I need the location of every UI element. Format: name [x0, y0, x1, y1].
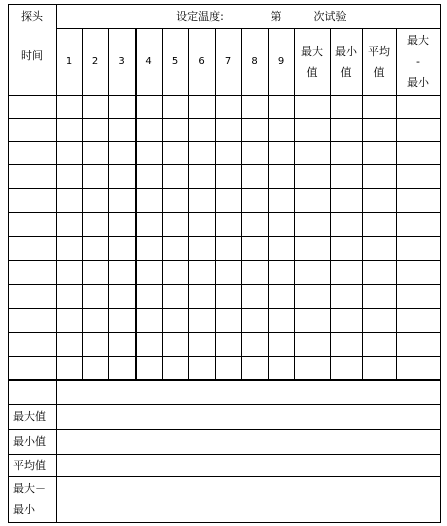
probe-column-header: 1: [65, 56, 73, 67]
probe-column-header: 2: [91, 56, 99, 67]
row-line: [8, 332, 440, 333]
row-line: [8, 356, 440, 357]
probe-column-header: 6: [198, 56, 205, 67]
row-line: [8, 118, 440, 119]
row-line: [8, 212, 440, 213]
row-line: [8, 260, 440, 261]
table-border-right: [440, 4, 441, 523]
trial-prefix: 第: [270, 9, 282, 23]
probe-label: 探头: [21, 9, 43, 23]
probe-column-header: 4: [145, 56, 152, 67]
probe-column-header: 7: [224, 56, 232, 67]
min-column-header: 最小 值: [335, 44, 357, 79]
table-border-bottom: [8, 522, 441, 523]
summary-divider: [8, 379, 441, 381]
summary-row-label: 最小值: [13, 435, 46, 448]
summary-row-line: [8, 454, 440, 455]
time-label: 时间: [21, 48, 43, 62]
trial-suffix: 次试验: [313, 9, 347, 23]
summary-row-label: 最大－ 最小: [13, 482, 46, 516]
probe-column-header: 5: [171, 56, 179, 67]
summary-row-line: [8, 476, 440, 477]
summary-row-line: [8, 404, 440, 405]
header-bottom-line: [8, 95, 440, 96]
settings-label: 设定温度:: [176, 9, 224, 23]
probe-column-header: 9: [277, 56, 285, 67]
row-line: [8, 308, 440, 309]
avg-column-header: 平均 值: [368, 44, 390, 79]
range-column-header: 最大 - 最小: [407, 34, 429, 89]
row-line: [8, 164, 440, 165]
probe-column-header: 8: [251, 56, 258, 67]
summary-row-label: 最大值: [13, 410, 46, 423]
summary-row-label: 平均值: [13, 458, 46, 472]
summary-row-line: [8, 429, 440, 430]
row-line: [8, 284, 440, 285]
row-line: [8, 188, 440, 189]
max-column-header: 最大 值: [301, 44, 323, 79]
probe-column-header: 3: [118, 56, 125, 67]
row-line: [8, 236, 440, 237]
row-line: [8, 141, 440, 142]
